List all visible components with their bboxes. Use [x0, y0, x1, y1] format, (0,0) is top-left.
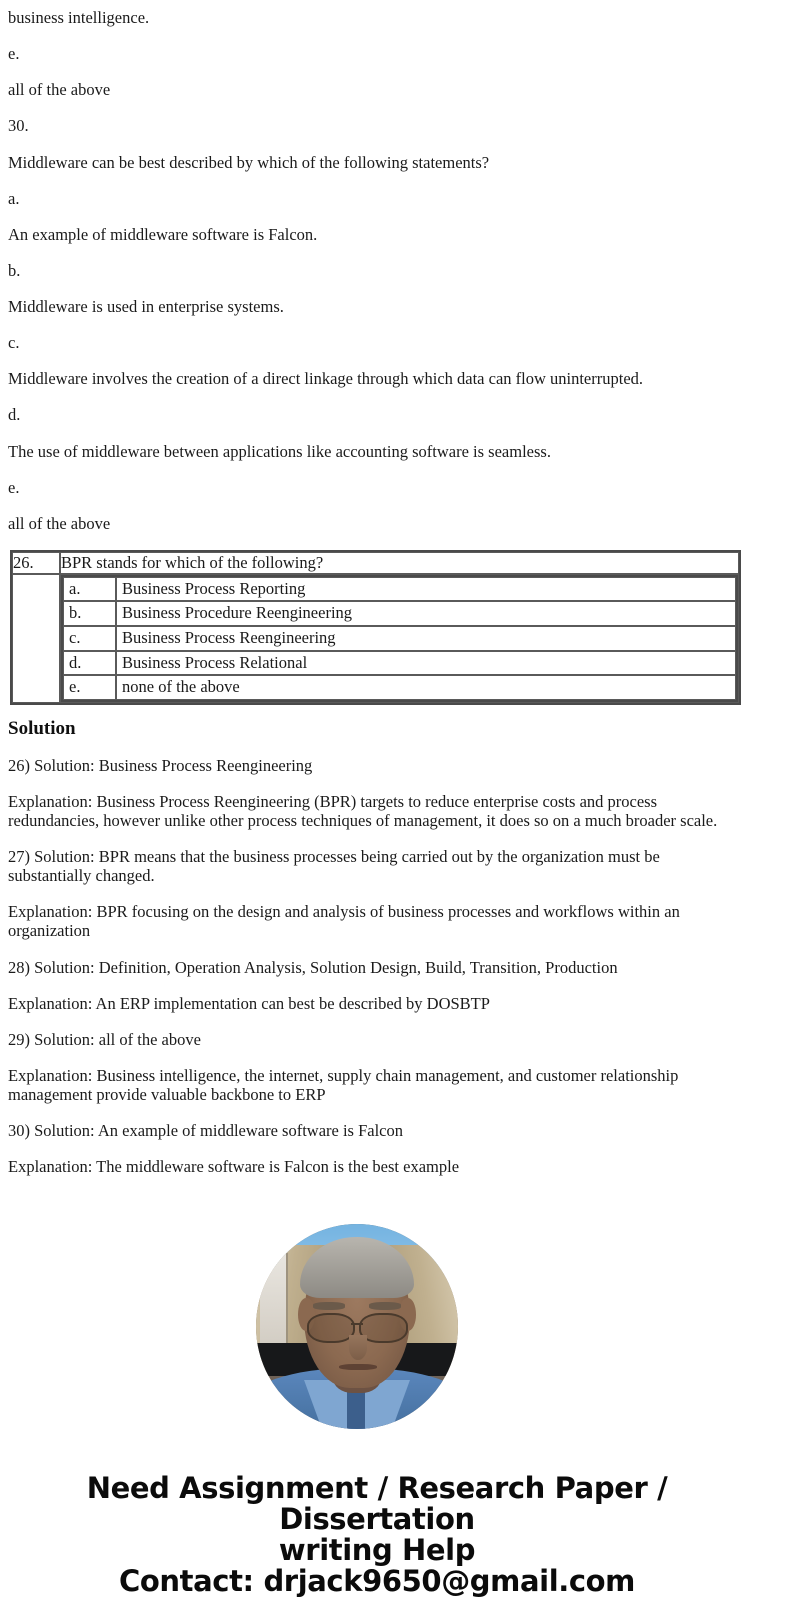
paragraph: all of the above: [8, 80, 111, 100]
photo-lens-left: [307, 1313, 355, 1344]
solution-heading: Solution: [8, 717, 76, 739]
option-text: Business Process Reporting: [116, 577, 736, 602]
table-row: [12, 574, 739, 703]
avatar: [256, 1224, 458, 1429]
cta-line-2: writing Help: [278, 1532, 476, 1567]
paragraph: Middleware can be best described by which of the following statements?: [8, 152, 490, 172]
solution-paragraph-block: [8, 756, 746, 1177]
option-row: [63, 651, 736, 676]
solution-paragraph: Explanation: Business intelligence, the internet, supply chain management, and customer relationship management provide valuable backbone to ERP: [8, 1065, 679, 1105]
option-letter: d.: [63, 651, 116, 676]
photo-eyebrow-left: [313, 1302, 345, 1309]
photo-mouth: [339, 1364, 377, 1370]
paragraph: Middleware is used in enterprise systems.: [8, 297, 284, 316]
option-row: [63, 626, 736, 651]
paragraph: business intelligence.: [8, 8, 150, 27]
solution-paragraph: Explanation: The middleware software is Falcon is the best example: [8, 1157, 460, 1177]
solution-paragraph: 30) Solution: An example of middleware software is Falcon: [8, 1121, 404, 1141]
solution-paragraph: Explanation: BPR focusing on the design and analysis of business processes and workflows within an organization: [8, 902, 680, 941]
cta-line-3: Contact: drjack9650@gmail.com: [119, 1563, 635, 1598]
option-letter: a.: [63, 577, 116, 602]
option-letter: e.: [63, 675, 116, 700]
paragraph: a.: [8, 188, 20, 208]
option-letter: b.: [63, 601, 116, 626]
paragraph: Middleware involves the creation of a direct linkage through which data can flow uninterrupted.: [8, 369, 644, 389]
photo-eyebrow-right: [369, 1302, 401, 1309]
options-cell: [60, 574, 739, 703]
option-row: [63, 577, 736, 602]
option-row: [63, 675, 736, 700]
cta-block: [8, 1473, 746, 1610]
solution-paragraph: 26) Solution: Business Process Reengineering: [8, 755, 313, 775]
paragraph: 30.: [8, 116, 29, 136]
solution-paragraph: 28) Solution: Definition, Operation Analysis, Solution Design, Build, Transition, Production: [8, 957, 618, 977]
solution-paragraph: 27) Solution: BPR means that the business processes being carried out by the organization must be substantially changed.: [8, 847, 660, 886]
question-table: [10, 550, 741, 705]
question-number-cell: 26.: [12, 552, 60, 574]
photo-tie: [347, 1388, 365, 1429]
avatar-container: [8, 1224, 746, 1429]
paragraph: c.: [8, 333, 20, 353]
photo-glasses-bridge: [351, 1323, 363, 1326]
option-text: none of the above: [116, 675, 736, 700]
solution-paragraph: Explanation: Business Process Reengineering (BPR) targets to reduce enterprise costs and process redundancies, however unlike other process techniques of management, it does so on a much broader scale.: [8, 791, 718, 830]
solution-paragraph: Explanation: An ERP implementation can best be described by DOSBTP: [8, 993, 490, 1013]
option-text: Business Procedure Reengineering: [116, 601, 736, 626]
option-row: [63, 601, 736, 626]
intro-paragraph-block: [8, 8, 746, 533]
cta-line-1: Need Assignment / Research Paper / Dissertation: [86, 1471, 668, 1537]
empty-number-cell: [12, 574, 60, 703]
paragraph: b.: [8, 260, 21, 280]
paragraph: d.: [8, 405, 21, 425]
option-text: Business Process Reengineering: [116, 626, 736, 651]
paragraph: An example of middleware software is Falcon.: [8, 224, 318, 244]
option-letter: c.: [63, 626, 116, 651]
paragraph: e.: [8, 477, 20, 497]
paragraph: The use of middleware between applications like accounting software is seamless.: [8, 441, 551, 461]
paragraph: all of the above: [8, 513, 111, 533]
options-table: [61, 575, 738, 702]
photo-nose: [349, 1335, 367, 1360]
paragraph: e.: [8, 44, 20, 64]
question-prompt-cell: BPR stands for which of the following?: [60, 552, 739, 574]
solution-paragraph: 29) Solution: all of the above: [8, 1029, 201, 1049]
table-row: [12, 552, 739, 574]
option-text: Business Process Relational: [116, 651, 736, 676]
